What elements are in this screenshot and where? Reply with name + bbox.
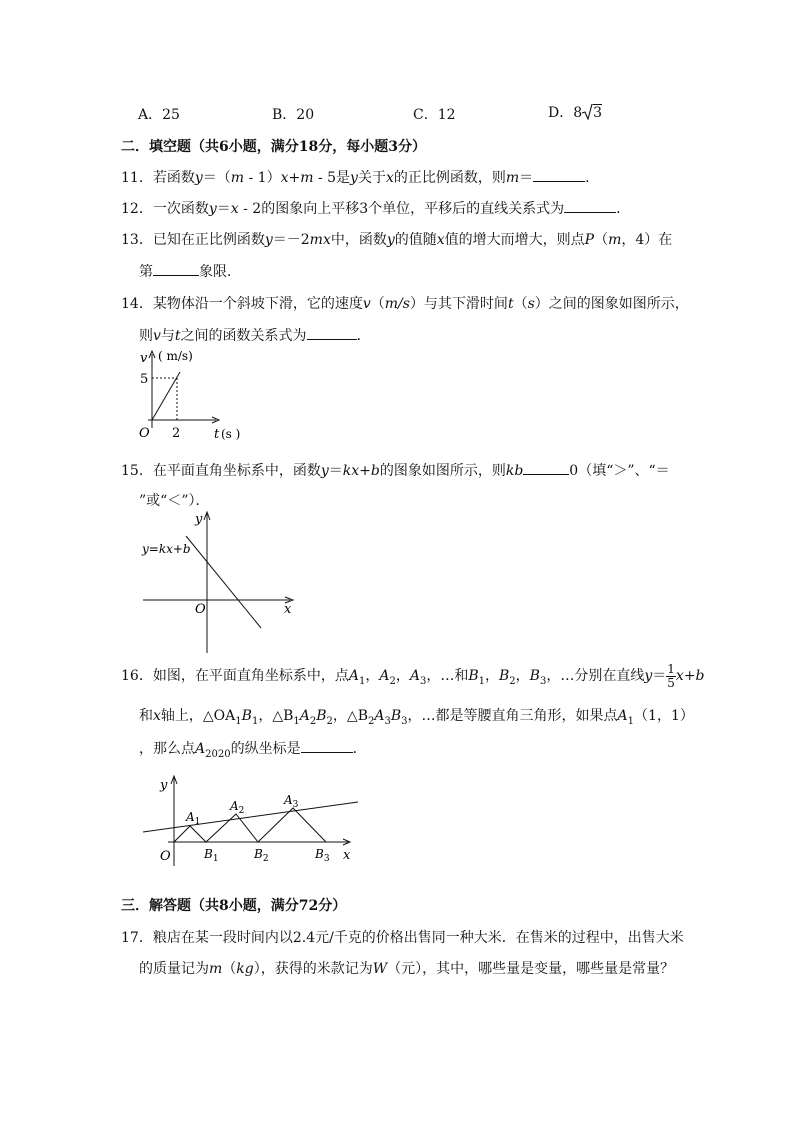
q14-text: 则 <box>139 328 153 344</box>
y-axis-label: y <box>195 512 203 527</box>
q16-text: ， <box>485 668 499 684</box>
q12-text: ＝ <box>216 201 231 217</box>
q12-text: 12．一次函数 <box>121 201 209 217</box>
q14-text: ． <box>356 328 371 344</box>
q11-text: 11．若函数 <box>121 170 195 186</box>
q15-var: b <box>370 463 380 479</box>
q14-var: t <box>174 328 181 344</box>
subscript: 1 <box>478 675 485 687</box>
q13-text: ＝－2 <box>272 232 310 248</box>
q17-var: m <box>209 961 223 977</box>
q15-text: 的图象如图所示，则 <box>379 463 506 479</box>
y-axis-label: y <box>160 778 168 793</box>
q16-var: A <box>374 708 385 724</box>
answer-blank[interactable] <box>301 740 353 753</box>
q14-text: （ <box>370 296 385 312</box>
q16-var: B <box>390 708 402 724</box>
q13-text: 13．已知在正比例函数 <box>121 232 265 248</box>
q16-text: 和 <box>139 708 153 724</box>
q16-text: ， <box>332 708 347 724</box>
question-12 <box>121 198 630 218</box>
q15-text: + <box>359 463 371 479</box>
q16-text: ． <box>352 741 367 757</box>
q16-var: B <box>316 708 327 724</box>
subscript: 1 <box>235 715 242 727</box>
slanted-line <box>143 802 358 832</box>
q11-text: ＝（ <box>202 170 231 186</box>
sqrt-symbol <box>582 104 593 120</box>
label-b1: $B_1$ <box>204 847 219 864</box>
subscript: 2 <box>389 675 396 687</box>
subscript: 2 <box>509 675 516 687</box>
q16-text: ，…和 <box>426 668 469 684</box>
q12-text: ． <box>616 201 631 217</box>
q11-text: ． <box>585 170 600 186</box>
subscript: 2 <box>309 715 317 727</box>
q17-text: （元），其中，哪些量是变量，哪些量是常量？ <box>387 961 675 977</box>
question-15-line-2: ”或“＜”）． <box>139 493 210 509</box>
q15-var: y <box>320 463 329 479</box>
q14-var: v <box>153 328 161 344</box>
x-axis-label: x <box>284 602 292 617</box>
q17-text: ），获得的米款记为 <box>253 961 373 977</box>
q11-var: m <box>230 170 245 186</box>
q14-text: ）与其下滑时间 <box>409 296 508 312</box>
q16-var: b <box>695 668 705 684</box>
question-14 <box>121 293 689 313</box>
q14-text: 之间的函数关系式为 <box>180 328 307 344</box>
choice-b: B．20 <box>272 107 315 123</box>
isosceles-triangles-graph <box>138 770 368 870</box>
q16-text: + <box>683 668 696 684</box>
question-11 <box>121 167 599 187</box>
q11-var: y <box>194 170 203 186</box>
answer-blank[interactable] <box>523 462 569 475</box>
q11-var: x <box>280 170 289 186</box>
label-b2: $B_2$ <box>254 847 269 864</box>
answer-blank[interactable] <box>153 263 199 276</box>
v-axis-label: v <box>140 351 148 366</box>
q13-text: 值的增大而增大，则点 <box>444 232 585 248</box>
q13-var: y <box>264 232 273 248</box>
q13-text: 第 <box>139 264 153 280</box>
q16-var: A <box>195 741 206 757</box>
fraction-one-fifth <box>666 663 676 690</box>
q17-text: （ <box>222 961 237 977</box>
q16-var: y <box>644 668 653 684</box>
origin-label: O <box>160 849 171 864</box>
point-a3: A <box>409 668 420 684</box>
q16-text: ， <box>395 668 410 684</box>
linear-function-graph <box>138 510 303 656</box>
point-a1: A <box>348 668 359 684</box>
q11-var: x <box>385 170 394 186</box>
answer-blank[interactable] <box>564 200 616 213</box>
choice-d-coef: 8 <box>573 105 583 121</box>
q16-text: 16．如图，在平面直角坐标系中，点 <box>121 668 349 684</box>
subscript: 1 <box>251 715 259 727</box>
subscript: 2 <box>367 715 375 727</box>
x-tick-2: 2 <box>172 426 181 441</box>
q12-text: - 2的图象向上平移3个单位，平移后的直线关系式为 <box>238 201 565 217</box>
q12-var: y <box>208 201 217 217</box>
q14-text: （ <box>513 296 528 312</box>
velocity-line <box>152 372 180 420</box>
section-3-heading: 三．解答题（共8小题，满分72分） <box>121 898 347 914</box>
q11-text: + <box>288 170 301 186</box>
q14-var: t <box>507 296 514 312</box>
q12-var: x <box>230 201 239 217</box>
q16-var: x <box>153 708 161 724</box>
point-b2: B <box>499 668 510 684</box>
v-unit-label: ( m/s) <box>158 349 193 363</box>
choice-c: C．12 <box>413 107 456 123</box>
label-a2: $A_2$ <box>230 799 245 816</box>
q14-var: s <box>527 296 535 312</box>
q13-text: 象限． <box>199 264 241 280</box>
q16-text: ＝ <box>652 668 667 684</box>
q13-var: P <box>584 232 595 248</box>
q17-text: 的质量记为 <box>139 961 209 977</box>
label-b3: $B_3$ <box>315 847 330 864</box>
q16-text: ，…分别在直线 <box>546 668 645 684</box>
q15-var: kb <box>505 463 524 479</box>
line-equation-label: y=kx+b <box>142 542 191 556</box>
point-b3: B <box>529 668 540 684</box>
answer-blank[interactable] <box>307 327 357 340</box>
choice-d-prefix: D． <box>548 105 574 121</box>
q11-text: 的正比例函数，则 <box>393 170 506 186</box>
q16-var: B <box>241 708 252 724</box>
question-16-line-2 <box>139 705 694 727</box>
point-a2: A <box>379 668 390 684</box>
label-a3: $A_3$ <box>284 793 299 810</box>
q13-text: （ <box>594 232 609 248</box>
q14-text: 14．某物体沿一个斜坡下滑，它的速度 <box>121 296 363 312</box>
q15-text: 15．在平面直角坐标系中，函数 <box>121 463 321 479</box>
x-axis-label: x <box>343 848 351 863</box>
q13-var: y <box>386 232 395 248</box>
triangle-b2a3b3: △B <box>346 708 368 724</box>
q15-text: ＝ <box>328 463 343 479</box>
choice-d-radicand: 3 <box>593 105 603 121</box>
subscript: 3 <box>401 715 408 727</box>
t-axis-label: t <box>214 427 220 442</box>
choice-d <box>548 102 602 122</box>
subscript: 1 <box>358 675 366 687</box>
point-b1: B <box>468 668 479 684</box>
label-a1: $A_1$ <box>186 810 201 827</box>
q11-text: 关于 <box>357 170 386 186</box>
q13-text: ，4）在 <box>621 232 673 248</box>
q15-var: kx <box>342 463 360 479</box>
q16-text: ， <box>515 668 530 684</box>
q16-text: ， <box>365 668 380 684</box>
question-16 <box>121 662 705 696</box>
t-unit-label: (s ) <box>221 427 241 441</box>
question-13 <box>121 229 672 249</box>
q16-text: ，那么点 <box>139 741 195 757</box>
triangle-oa1b1: △OA <box>202 708 236 724</box>
q11-text: - 5是 <box>313 170 351 186</box>
origin-label: O <box>139 426 150 441</box>
q16-var: A <box>299 708 310 724</box>
question-13-line-2 <box>139 261 241 281</box>
q17-var: kg <box>236 961 254 977</box>
subscript: 1 <box>293 715 300 727</box>
section-2-heading: 二．填空题（共6小题，满分18分，每小题3分） <box>121 139 426 155</box>
triangle-b1a2b2: △B <box>272 708 294 724</box>
velocity-time-graph <box>134 348 254 446</box>
q11-var: m <box>300 170 314 186</box>
origin-label: O <box>195 602 206 617</box>
q16-text: ，…都是等腰直角三角形，如果点 <box>407 708 618 724</box>
choice-a: A．25 <box>138 107 180 123</box>
q14-var: m/s <box>384 296 410 312</box>
q16-text: 的纵坐标是 <box>230 741 301 757</box>
q13-var: m <box>608 232 622 248</box>
q14-text: ）之间的图象如图所示， <box>534 296 689 312</box>
y-tick-5: 5 <box>140 372 149 387</box>
question-16-line-3 <box>139 738 367 760</box>
question-17-line-2 <box>139 958 674 978</box>
subscript: 1 <box>627 715 635 727</box>
fraction-numerator: 1 <box>667 661 675 676</box>
subscript: 2 <box>326 715 333 727</box>
q14-var: v <box>362 296 371 312</box>
q11-text: ＝ <box>519 170 534 186</box>
subscript: 2020 <box>205 748 231 760</box>
fraction-denominator: 5 <box>667 675 675 690</box>
q11-var: m <box>505 170 520 186</box>
q13-var: x <box>436 232 445 248</box>
q16-var: A <box>617 708 628 724</box>
question-17: 17．粮店在某一段时间内以2.4元/千克的价格出售同一种大米．在售米的过程中，出售大米 <box>121 930 684 946</box>
q16-text: ， <box>258 708 273 724</box>
answer-blank[interactable] <box>533 169 585 182</box>
q15-text: 0（填“＞”、“＝ <box>569 463 670 479</box>
q13-text: 的值随 <box>394 232 437 248</box>
q16-text: 轴上， <box>160 708 203 724</box>
question-15 <box>121 460 670 480</box>
q11-var: y <box>350 170 358 186</box>
subscript: 3 <box>384 715 391 727</box>
question-14-line-2 <box>139 325 371 345</box>
q17-var: W <box>372 961 388 977</box>
subscript: 3 <box>539 675 547 687</box>
subscript: 3 <box>419 675 427 687</box>
q16-text: （1，1） <box>634 708 694 724</box>
q16-var: x <box>675 668 684 684</box>
q14-text: 与 <box>160 328 175 344</box>
q11-text: - 1） <box>244 170 281 186</box>
q13-text: 中，函数 <box>330 232 387 248</box>
q13-var: mx <box>309 232 331 248</box>
